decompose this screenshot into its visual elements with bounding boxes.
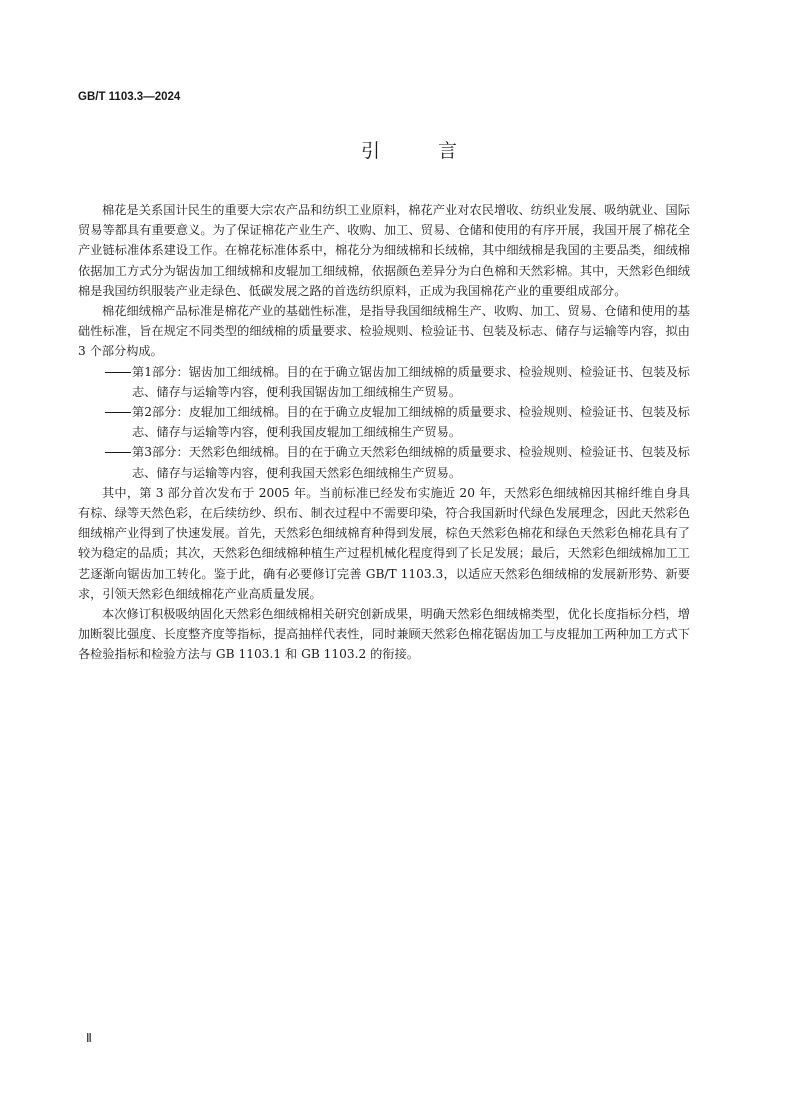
list-item <box>78 362 690 402</box>
page-title: 引 言 <box>360 140 484 162</box>
paragraph: 其中，第 3 部分首次发布于 2005 年。当前标准已经发布实施近 20 年，天然彩色细绒棉因其棉纤维自身具有棕、绿等天然色彩，在后续纺纱、织布、制衣过程中不需要印染，符合我国新时代绿色发展理念，因此天然彩色细绒棉产业得到了快速发展。首先，天然彩色细绒棉育种得到发展，棕色天然彩色棉花和绿色天然彩色棉花具有了较为稳定的品质；其次，天然彩色细绒棉种植生产过程机械化程度得到了长足发展；最后，天然彩色细绒棉加工工艺逐渐向锯齿加工转化。鉴于此，确有必要修订完善 GB/T 1103.3，以适应天然彩色细绒棉的发展新形势、新要求，引领天然彩色细绒棉花产业高质量发展。 <box>78 485 690 601</box>
paragraph: 棉花细绒棉产品标准是棉花产业的基础性标准，是指导我国细绒棉生产、收购、加工、贸易、仓储和使用的基础性标准，旨在规定不同类型的细绒棉的质量要求、检验规则、检验证书、包装及标志、储存与运输等内容，拟由 3 个部分构成。 <box>78 304 690 359</box>
list-item <box>78 442 690 482</box>
list-item-text: 第3部分：天然彩色细绒棉。目的在于确立天然彩色细绒棉的质量要求、检验规则、检验证书、包装及标志、储存与运输等内容，便利我国天然彩色细绒棉生产贸易。 <box>132 445 690 480</box>
list-item-text: 第2部分：皮辊加工细绒棉。目的在于确立皮辊加工细绒棉的质量要求、检验规则、检验证书、包装及标志、储存与运输等内容，便利我国皮辊加工细绒棉生产贸易。 <box>132 405 690 440</box>
list-item <box>78 402 690 442</box>
paragraph: 本次修订积极吸纳固化天然彩色细绒棉相关研究创新成果，明确天然彩色细绒棉类型，优化长度指标分档，增加断裂比强度、长度整齐度等指标，提高抽样代表性，同时兼顾天然彩色棉花锯齿加工与皮辊加工两种加工方式下各检验指标和检验方法与 GB 1103.1 和 GB 1103.2 的衔接。 <box>78 607 690 662</box>
standard-code: GB/T 1103.3—2024 <box>78 91 181 103</box>
list-item-text: 第1部分：锯齿加工细绒棉。目的在于确立锯齿加工细绒棉的质量要求、检验规则、检验证书、包装及标志、储存与运输等内容，便利我国锯齿加工细绒棉生产贸易。 <box>132 364 690 399</box>
document-body <box>78 200 690 665</box>
paragraph: 棉花是关系国计民生的重要大宗农产品和纺织工业原料，棉花产业对农民增收、纺织业发展、吸纳就业、国际贸易等都具有重要意义。为了保证棉花产业生产、收购、加工、贸易、仓储和使用的有序开展，我国开展了棉花全产业链标准体系建设工作。在棉花标准体系中，棉花分为细绒棉和长绒棉，其中细绒棉是我国的主要品类，细绒棉依据加工方式分为锯齿加工细绒棉和皮辊加工细绒棉，依据颜色差异分为白色棉和天然彩棉。其中，天然彩色细绒棉是我国纺织服装产业走绿色、低碳发展之路的首选纺织原料，正成为我国棉花产业的重要组成部分。 <box>78 203 690 298</box>
page-number: Ⅱ <box>86 1031 92 1045</box>
